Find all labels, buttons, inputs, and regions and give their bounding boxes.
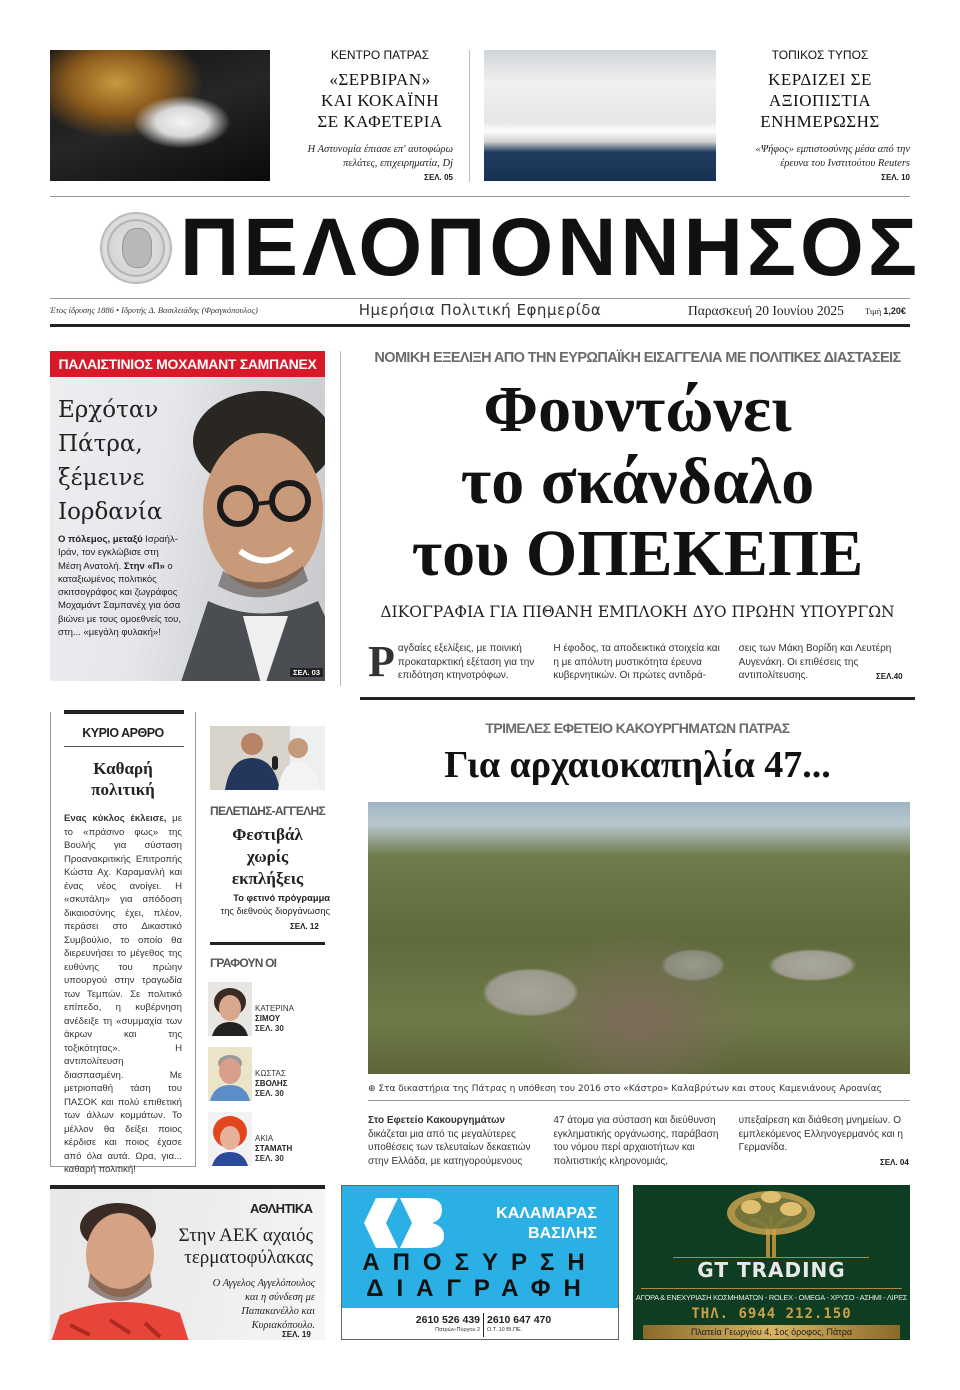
divider [210,942,325,945]
divider [50,324,910,327]
headline-line: Φουντώνει [483,373,792,446]
name-line: ΚΑΛΑΜΑΡΑΣ [496,1205,597,1222]
body-text: με το «πράσινο φως» της Βουλής για σύσταση Προανακριτικής Επιτροπής Κώστα Αχ. Καραμανλή και ένας νέος ανοίγει. Η «σκυτάλη» για απόδοση δικαιοσύνης έχει, πλέον, περάσει στο Δικαστικό Συμβούλιο, το οποίο θα διερευνήσει το μέγεθος της ευθύνης του πρώην υπουργού στην τραγωδία των Τεμπών. Σε πολιτικό επίπεδο, η κυβέρνηση ανέδειξε τη «συμμαχία των άκρων και της τοξικότητας». Η αντιπολίτευση διασπασμένη. Με μετριοπαθή τάση του ΠΑΣΟΚ και πολύ επιθετική των άλλων κομμάτων. Το μέλλον θα δείξει ποιος κέρδισε και ποιος έχασε από όλα αυτά. Ωρα, για... καθαρή πολιτική! [64,813,182,1175]
kb-logo-icon [364,1198,444,1248]
sports-story[interactable] [50,1185,325,1340]
desc-line: Η Αστυνομία έπιασε επ' αυτοφώρω [307,144,453,155]
page-reference: ΣΕΛ. 30 [255,1024,284,1033]
headline-line: τερματοφύλακας [184,1247,313,1268]
teaser-headline[interactable] [725,69,915,132]
headline-line: ΑΞΙΟΠΙΣΤΙΑ [768,91,872,110]
drop-cap: Ρ [368,637,395,686]
page-reference[interactable]: ΣΕΛ. 12 [290,922,319,931]
price-value: 1,20€ [883,306,906,316]
writer-item[interactable] [208,1047,328,1101]
desc-line: Ο Αγγελος Αγγελόπουλος [212,1278,315,1289]
headline-line: ΣΕ ΚΑΦΕΤΕΡΙΑ [317,112,443,131]
ad-brand-name: GT TRADING [697,1258,846,1282]
ad-address: Πλατεία Γεωργίου 4, 1ος όροφος, Πάτρα [643,1325,900,1339]
ad-address: Ο.Τ. 10 ΒΙ.ΠΕ. [487,1327,523,1333]
secondary-column-1 [368,1114,539,1168]
lead-subheadline: ΔΙΚΟΓΡΑΦΙΑ ΓΙΑ ΠΙΘΑΝΗ ΕΜΠΛΟΚΗ ΔΥΟ ΠΡΩΗΝ ΥΠΟΥΡΓΩΝ [380,603,895,621]
lead-bold: Ενας κύκλος έκλεισε, [64,813,167,824]
headline-line: «ΣΕΡΒΙΡΑΝ» [329,70,431,89]
writer-first-name: ΚΩΣΤΑΣ [255,1069,286,1078]
headline-line: το σκάνδαλο [460,445,815,518]
ancient-ruins-field-photo[interactable] [368,802,910,1074]
writers-kicker: ΓΡΑΦΟΥΝ ΟΙ [210,956,277,970]
page-reference: ΣΕΛ. 30 [255,1154,284,1163]
name-line: ΒΑΣΙΛΗΣ [528,1225,597,1242]
summary-text: Ισραήλ-Ιράν, τον εγκλώβισε στη Μέση Ανατολή. [58,534,178,572]
desc-line: Κυριακόπουλο. [251,1320,315,1331]
ad-address: Πατρών-Πύργου 2 [435,1327,480,1333]
page-reference[interactable]: ΣΕΛ.40 [876,672,903,681]
sports-headline [145,1225,313,1269]
writer-portrait [208,1047,252,1101]
column-divider [469,50,470,182]
ad-phone[interactable]: ΤΗΛ. 6944 212.150 [691,1306,852,1322]
divider [50,196,910,197]
column-text: αγδαίες εξελίξεις, με ποινική προκαταρκτική εξέταση για την επιδότηση κτηνοτρόφων. [397,643,535,681]
cocaine-drinks-photo[interactable] [50,50,270,181]
writer-item[interactable] [208,982,328,1036]
olive-tree-icon [721,1187,821,1257]
ad-phone[interactable]: 2610 526 439 [415,1314,480,1326]
page-reference[interactable]: ΣΕΛ. 19 [282,1330,311,1339]
summary-bold: Στην «Π» [123,560,165,572]
divider [641,1288,902,1289]
headline-line: ΕΝΗΜΕΡΩΣΗΣ [760,112,880,131]
service-line: ΑΠΟΣΥΡΣΗ [362,1249,598,1276]
editorial-headline[interactable] [50,758,196,800]
writer-first-name: ΑΚΙΑ [255,1134,274,1143]
writer-last-name: ΣΒΟΛΗΣ [255,1079,288,1088]
headline-line: Καθαρή [93,759,153,778]
headline-line: Ερχόταν [58,397,159,423]
writer-first-name: ΚΑΤΕΡΙΝΑ [255,1004,294,1013]
desc-line: Παπακανέλλο και [241,1306,315,1317]
feature-summary [58,533,184,639]
festival-description [205,892,330,917]
price [865,306,906,316]
festival-headline[interactable] [205,824,330,890]
desc-line: «Ψήφος» εμπιστοσύνης μέσα από την [755,144,910,155]
secondary-body [368,1114,910,1168]
kalamaras-advertisement[interactable] [341,1185,619,1340]
ad-phone[interactable]: 2610 647 470 [487,1314,552,1326]
teaser-description [720,143,910,171]
secondary-kicker: ΤΡΙΜΕΛΕΣ ΕΦΕΤΕΙΟ ΚΑΚΟΥΡΓΗΜΑΤΩΝ ΠΑΤΡΑΣ [485,720,790,736]
editorial-kicker: ΚΥΡΙΟ ΑΡΘΡΟ [82,726,164,740]
feature-headline[interactable] [58,393,198,529]
writer-last-name: ΣΙΜΟΥ [255,1014,281,1023]
lead-bold: Στο Εφετείο Κακουργημάτων [368,1115,505,1126]
service-line: ΔΙΑΓΡΑΦΗ [366,1275,594,1302]
headline-line: Ιορδανία [58,499,163,525]
desc-line: και η σύνδεση με [244,1292,315,1303]
writer-item[interactable] [208,1112,328,1166]
coin-head-logo-icon[interactable] [100,212,172,284]
desc-bold: Το φετινό πρόγραμμα [233,893,330,903]
summary-text: ο καταξιωμένος πολιτικός σκιτσογράφος και ζωγράφος Μοχαμάντ Σαμπανέχ για όσα βιώνει με τους ομοεθνείς του, στη... «μεγάλη φυλακή»! [58,560,181,639]
editorial-body [64,812,182,1177]
teaser-kicker: ΤΟΠΙΚΟΣ ΤΥΠΟΣ [771,48,869,62]
divider [64,746,184,747]
editorial-top-bar [64,710,184,714]
headline-line: του ΟΠΕΚΕΠΕ [411,517,864,590]
writer-last-name: ΣΤΑΜΑΤΗ [255,1144,293,1153]
ad-services: ΑΓΟΡΑ & ΕΝΕΧΥΡΙΑΣΗ ΚΟΣΜΗΜΑΤΩΝ - ROLEX - OMEGA - ΧΡΥΣΟ - ΑΣΗΜΙ - ΛΙΡΕΣ [635,1293,908,1302]
page-reference[interactable]: ΣΕΛ. 03 [290,668,323,677]
lead-bold: Ο πόλεμος, μεταξύ [58,534,143,545]
gt-trading-advertisement[interactable] [633,1185,910,1340]
page-reference: ΣΕΛ. 30 [255,1089,284,1098]
divider [360,697,915,700]
lead-kicker: ΝΟΜΙΚΗ ΕΞΕΛΙΞΗ ΑΠΟ ΤΗΝ ΕΥΡΩΠΑΪΚΗ ΕΙΣΑΓΓΕΛΙΑ ΜΕ ΠΟΛΙΤΙΚΕΣ ΔΙΑΣΤΑΣΕΙΣ [374,350,901,366]
press-conference-photo[interactable] [210,726,325,790]
teaser-kicker: ΚΕΝΤΡΟ ΠΑΤΡΑΣ [330,48,430,62]
teaser-description [270,143,453,171]
desc-line: έρευνα του Ινστιτούτου Reuters [780,158,910,169]
sports-kicker: ΑΘΛΗΤΙΚΑ [250,1201,313,1216]
secondary-column-3: υπεξαίρεση και διάθεση μνημείων. Ο εμπλεκόμενος Ελληνογερμανός και η Γερμανίδα. [738,1115,903,1153]
headline-line: Στην ΑΕΚ αχαιός [178,1225,313,1246]
desc-line: πελάτες, επιχειρηματία, Dj [343,158,453,169]
lead-column-2: Η έφοδος, τα αποδεικτικά στοιχεία και η με απόλυτη μυστικότητα έρευνα κυβερνητικών. Οι πρώτες αντιδρά- [553,643,720,681]
desc-text: της διεθνούς διοργάνωσης [220,905,330,916]
teaser-headline[interactable] [280,69,480,132]
column-text: δικάζεται μια από τις μεγαλύτερες υποθέσεις των τελευταίων δεκαετιών στην Ελλάδα, με κατηγορούμενους [368,1128,531,1167]
founding-info: Έτος ίδρυσης 1886 • Ιδρυτής Δ. Βασιλειάδης (Φραγκόπουλος) [50,305,258,315]
lead-column-1 [368,637,539,686]
lead-headline[interactable] [360,374,915,590]
photo-caption: ⊕ Στα δικαστήρια της Πάτρας η υπόθεση του 2016 στο «Κάστρο» Καλαβρύτων και στους Καμενιάνους Αροανίας [368,1084,882,1094]
lead-body [368,637,910,686]
headline-line: Πάτρα, [58,431,143,457]
feature-banner: ΠΑΛΑΙΣΤΙΝΙΟΣ ΜΟΧΑΜΑΝΤ ΣΑΜΠΑΝΕΧ [50,351,325,377]
secondary-headline[interactable]: Για αρχαιοκαπηλία 47... [444,744,831,786]
headline-line: ΚΑΙ ΚΟΚΑΪΝΗ [320,91,440,110]
festival-kicker: ΠΕΛΕΤΙΔΗΣ-ΑΓΓΕΛΗΣ [210,804,325,818]
ad-services [352,1250,608,1302]
newspaper-stack-photo[interactable] [484,50,716,181]
headline-line: ξέμεινε [58,465,145,491]
headline-line: πολιτική [91,780,155,799]
column-divider [340,351,341,686]
ad-business-name [487,1204,597,1244]
price-label: Τιμή [865,306,882,316]
headline-line: χωρίς [246,847,289,866]
page-reference[interactable]: ΣΕΛ. 04 [880,1158,909,1167]
divider [368,1100,910,1101]
feature-story[interactable] [50,351,325,681]
writer-portrait [208,1112,252,1166]
tagline: Ημερήσια Πολιτική Εφημερίδα [358,301,602,319]
divider [50,298,910,299]
writer-portrait [208,982,252,1036]
headline-line: ΚΕΡΔΙΖΕΙ ΣΕ [768,70,872,89]
newspaper-title[interactable]: ΠΕΛΟΠΟΝΝΗΣΟΣ [180,202,922,293]
issue-date: Παρασκευή 20 Ιουνίου 2025 [688,303,844,318]
sports-description [170,1277,315,1333]
headline-line: εκπλήξεις [231,869,304,888]
headline-line: Φεστιβάλ [232,825,303,844]
page-reference[interactable]: ΣΕΛ. 10 [881,173,910,182]
divider [483,1313,484,1337]
lead-column-3: σεις των Μάκη Βορίδη και Λευτέρη Αυγενάκη. Οι επιθέσεις της αντιπολίτευσης. [738,643,892,681]
secondary-column-2: 47 άτομα για σύσταση και διεύθυνση εγκληματικής οργάνωσης, παράβαση του νόμου περί αρχαιοτήτων και πολιτιστικής κληρονομιάς, [553,1115,719,1167]
page-reference[interactable]: ΣΕΛ. 05 [424,173,453,182]
